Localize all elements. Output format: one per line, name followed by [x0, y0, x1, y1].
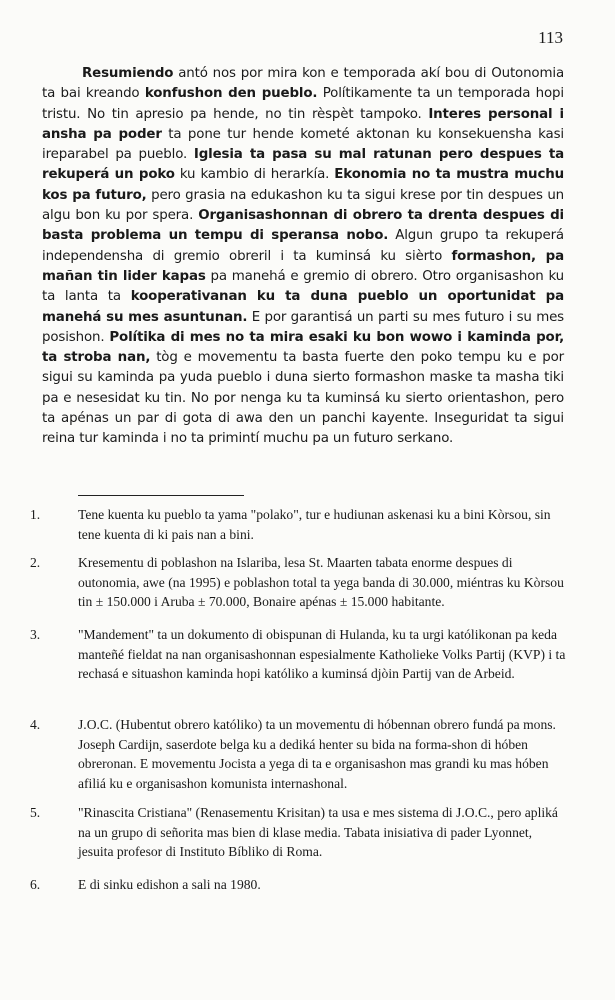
- footnote-number: 5.: [30, 805, 41, 820]
- emphasis: Interes personal i ansha pa poder: [42, 106, 564, 142]
- footnote-number: 1.: [30, 507, 41, 522]
- emphasis: konfushon den pueblo.: [144, 86, 318, 102]
- emphasis: Resumiendo: [82, 66, 174, 81]
- text-run: ta pone tur hende kometé aktonan ku konsekuensha kasi ireparabel pa pueblo.: [42, 126, 564, 163]
- emphasis: formashon, pa mañan tin lider kapas: [42, 248, 564, 284]
- emphasis: Iglesia ta pasa su mal ratunan pero despues ta rekuperá un poko: [42, 147, 564, 183]
- emphasis: Organisashonnan di obrero ta drenta despues di basta problema un tempu di speransa nobo.: [42, 208, 564, 244]
- text-run: Algun grupo ta rekuperá independensha di gremio obreril i ta kuminsá ku sièrto: [42, 228, 564, 264]
- text-run: E por garantisá un parti su mes futuro i su mes posishon.: [42, 309, 564, 345]
- footnote-number: 2.: [30, 555, 41, 570]
- text-run: tòg e movementu ta basta fuerte den poko tempu ku e por sigui su kaminda pa yuda pueblo i duna sierto formashon maske ta masha tiki pa e nesesidat ku tin. No por nenga ku ta kuminsá ku sierto orientashon, pero ta apénas un par di gota di awa den un panchi kayente. Inseguridat ta sigui reina tur kaminda i no ta primintí muchu pa un futuro serkano.: [42, 350, 564, 447]
- footnote-4: [30, 715, 570, 793]
- footnote-text: "Rinascita Cristiana" (Renasementu Krisitan) ta usa e mes sistema di J.O.C., pero apliká na un grupo di señorita mas bien di klase media. Tabata inisiativa di pader Lyonnet, jesuita profesor di Instituto Bíbliko di Roma.: [78, 805, 558, 859]
- text-run: antó nos por mira kon e temporada akí bou di Outonomia ta bai kreando: [42, 66, 564, 102]
- footnote-number: 4.: [30, 717, 41, 732]
- footnote-text: Kresementu di poblashon na Islariba, lesa St. Maarten tabata enorme despues di outonomia, awe (na 1995) e poblashon total ta yega banda di 30.000, miéntras ku Kòrsou tin ± 150.000 i Aruba ± 70.000, Bonaire apénas ± 15.000 habitante.: [78, 555, 564, 609]
- footnote-number: 3.: [30, 627, 41, 642]
- footnote-3: [30, 625, 570, 684]
- footnote-divider: [78, 495, 244, 496]
- footnote-text: J.O.C. (Hubentut obrero katóliko) ta un movementu di hóbennan obrero fundá pa mons. Joseph Cardijn, saserdote belga ku a dediká henter su bida na forma-shon di hóben obreronan. E movementu Jocista a yega di ta e organisashon mas grandi ku mas hóben afiliá ku e organisashon komunista internashonal.: [78, 717, 556, 791]
- text-run: pa manehá e gremio di obrero. Otro organisashon ku ta lanta ta: [42, 268, 564, 305]
- page-number: 113: [538, 28, 563, 47]
- emphasis: Ekonomia no ta mustra muchu kos pa futuro,: [42, 167, 564, 203]
- footnote-text: Tene kuenta ku pueblo ta yama "polako", tur e hudiunan askenasi ku a bini Kòrsou, sin tene kuenta di ki pais nan a bini.: [78, 507, 551, 542]
- body-paragraph: [42, 64, 564, 450]
- text-run: pero grasia na edukashon ku ta sigui krese por tin despues un algu bon ku por spera.: [42, 187, 564, 224]
- footnote-5: [30, 803, 570, 862]
- footnote-2: [30, 553, 570, 612]
- emphasis: kooperativanan ku ta duna pueblo un oportunidat pa manehá su mes asuntunan.: [42, 289, 564, 325]
- footnote-1: [30, 505, 570, 544]
- emphasis: Polítika di mes no ta mira esaki ku bon wowo i kaminda por, ta stroba nan,: [42, 329, 565, 366]
- text-run: Polítikamente ta un temporada hopi tristu. No tin apresio pa hende, no tin rèspèt tampoko.: [42, 86, 564, 122]
- footnote-text: E di sinku edishon a sali na 1980.: [78, 877, 261, 892]
- footnote-number: 6.: [30, 877, 41, 892]
- text-run: ku kambio di herarkía.: [174, 167, 335, 183]
- footnote-text: "Mandement" ta un dokumento di obispunan di Hulanda, ku ta urgi katólikonan pa keda manteñé fieldat na nan organisashonnan espesialmente Katholieke Volks Partij (KVP) i ta rechasá e situashon kaminda hopi katóliko a kuminsá djòin Partij van de Arbeid.: [78, 627, 566, 681]
- footnote-6: [30, 875, 570, 895]
